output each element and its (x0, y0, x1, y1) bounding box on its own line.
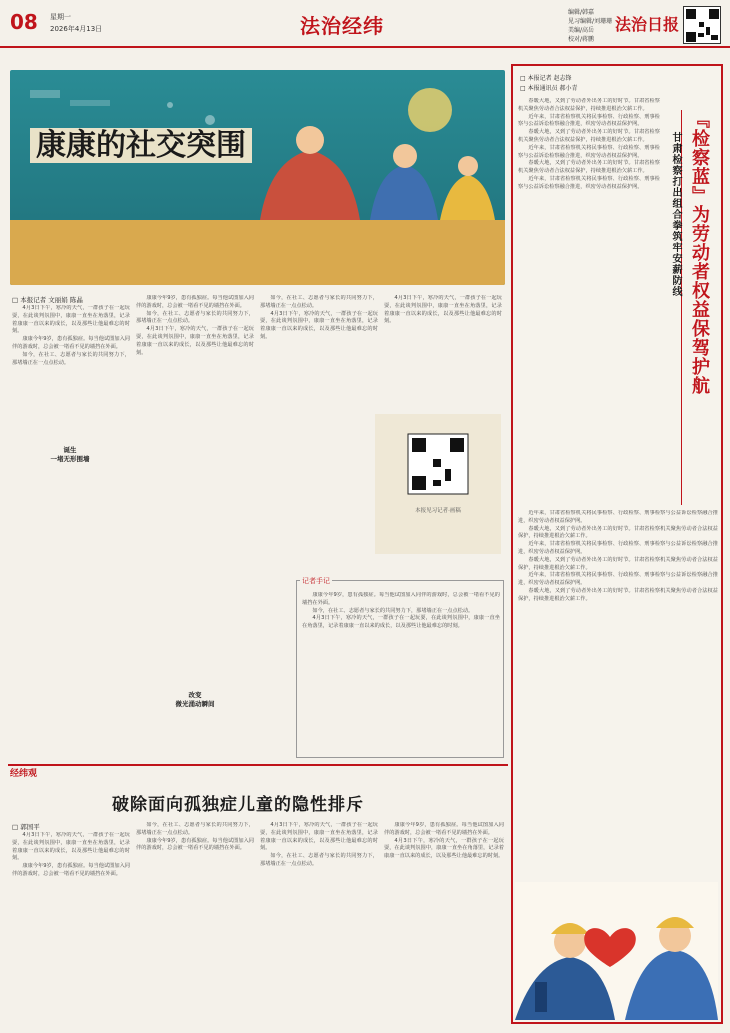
bottom-column-2 (136, 822, 254, 1027)
editor-credit: 校对/蒋鹏 (568, 36, 595, 43)
feature-paragraph: 康康今年9岁，患有孤独症。每当他试图加入同伴的游戏时，总会被一堵看不见的墙挡在外面。 (12, 336, 130, 350)
qr-code-illustration (375, 414, 501, 554)
feature-paragraph: 4月3日下午，寒冷的天气，一群孩子在一起玩耍，在此谈判氛围中，康康一直坐在角落里，记录着康康一直以来的成长，以及那些让他最难忘的时刻。 (12, 305, 130, 335)
right-paragraph: 近年来，甘肃省检察机关将民事检察、行政检察、刑事检察与公益诉讼检察融合推进，织密劳动者权益保护网。 (518, 510, 718, 524)
bottom-column-4 (384, 822, 504, 1027)
right-paragraph: 春暖大地，又到了劳动者外出务工的好时节。甘肃省检察机关聚焦劳动者合法权益保护，持续推进根治欠薪工作。 (518, 160, 660, 175)
right-paragraph: 近年来，甘肃省检察机关将民事检察、行政检察、刑事检察与公益诉讼检察融合推进，织密劳动者权益保护网。 (518, 144, 660, 159)
bottom-headline: 破除面向孤独症儿童的隐性排斥 (112, 795, 364, 815)
bottom-paragraph: 如今，在社工、志愿者与家长的共同努力下，那堵墙正在一点点松动。 (260, 853, 378, 867)
reporter-note-label: 记者手记 (302, 577, 330, 585)
weekday: 星期一 (50, 13, 71, 21)
feature-column-1 (12, 305, 130, 755)
note-paragraph: 如今，在社工、志愿者与家长的共同努力下，那堵墙正在一点点松动。 (312, 607, 474, 614)
right-paragraph: 近年来，甘肃省检察机关将民事检察、行政检察、刑事检察与公益诉讼检察融合推进，织密劳动者权益保护网。 (518, 175, 660, 190)
bottom-paragraph: 康康今年9岁，患有孤独症。每当他试图加入同伴的游戏时，总会被一堵看不见的墙挡在外面。 (136, 837, 254, 852)
section-divider (8, 764, 508, 778)
editor-credit: 美编/高岳 (568, 27, 595, 34)
note-paragraph: 4月3日下午，寒冷的天气，一群孩子在一起玩耍，在此谈判氛围中，康康一直坐在角落里，记录着康康一直以来的成长，以及那些让他最难忘的时刻。 (302, 615, 500, 630)
feature-paragraph: 康康今年9岁，患有孤独症。每当他试图加入同伴的游戏时，总会被一堵看不见的墙挡在外面。 (136, 295, 254, 309)
feature-headline (30, 120, 252, 164)
workers-heart-illustration (515, 882, 718, 1020)
right-headline: 『检察蓝』为劳动者权益保驾护航 (689, 110, 710, 395)
right-paragraph: 近年来，甘肃省检察机关将民事检察、行政检察、刑事检察与公益诉讼检察融合推进，织密劳动者权益保护网。 (518, 541, 718, 555)
bottom-paragraph: 如今，在社工、志愿者与家长的共同努力下，那堵墙正在一点点松动。 (136, 822, 254, 836)
feature-column-3 (260, 295, 378, 575)
right-paragraph: 春暖大地，又到了劳动者外出务工的好时节。甘肃省检察机关聚焦劳动者合法权益保护，持续推进根治欠薪工作。 (518, 556, 718, 571)
right-paragraph: 近年来，甘肃省检察机关将民事检察、行政检察、刑事检察与公益诉讼检察融合推进，织密劳动者权益保护网。 (518, 113, 660, 128)
feature-paragraph: 4月3日下午，寒冷的天气，一群孩子在一起玩耍，在此谈判氛围中，康康一直坐在角落里，记录着康康一直以来的成长，以及那些让他最难忘的时刻。 (260, 310, 378, 340)
right-paragraph: 春暖大地，又到了劳动者外出务工的好时节。甘肃省检察机关聚焦劳动者合法权益保护，持续推进根治欠薪工作。 (518, 587, 718, 602)
right-subheadline: 甘肃检察打出组合拳筑牢安薪防线 (670, 132, 681, 297)
feature-column-4 (384, 295, 502, 410)
right-author: □ 本报记者 赵志锋 (520, 75, 572, 82)
editor-credits (568, 8, 612, 44)
right-paragraph: 近年来，甘肃省检察机关将民事检察、行政检察、刑事检察与公益诉讼检察融合推进，织密劳动者权益保护网。 (518, 572, 718, 587)
section-tag: 经纬观 (10, 769, 38, 779)
bottom-paragraph: 4月3日下午，寒冷的天气，一群孩子在一起玩耍，在此谈判氛围中，康康一直坐在角落里，记录着康康一直以来的成长，以及那些让他最难忘的时刻。 (260, 822, 378, 852)
right-author: □ 本报通讯员 郝小青 (520, 85, 578, 92)
workers-illustration (515, 882, 718, 1020)
feature-paragraph: 4月3日下午，寒冷的天气，一群孩子在一起玩耍，在此谈判氛围中，康康一直坐在角落里，记录着康康一直以来的成长，以及那些让他最难忘的时刻。 (136, 326, 254, 356)
issue-date: 2026年4月13日 (50, 25, 103, 33)
bottom-byline: □ 郭国平 (12, 823, 40, 831)
bottom-column-3 (260, 822, 378, 1027)
bottom-paragraph: 康康今年9岁，患有孤独症。每当他试图加入同伴的游戏时，总会被一堵看不见的墙挡在外面。 (384, 822, 504, 836)
qr-promo-illustration (375, 414, 501, 554)
kids-playing-illustration (10, 70, 505, 285)
qr-caption: 本报见习记者·画稿 (415, 508, 461, 514)
bottom-column-1 (12, 832, 130, 1027)
qr-code-icon (683, 6, 721, 44)
reporter-note-text (302, 592, 500, 752)
editor-credit: 编辑/韩嘉 (568, 9, 595, 16)
feature-paragraph: 4月3日下午，寒冷的天气，一群孩子在一起玩耍，在此谈判氛围中，康康一直坐在角落里，记录着康康一直以来的成长，以及那些让他最难忘的时刻。 (384, 295, 502, 325)
note-paragraph: 康康今年9岁，患有孤独症。每当他试图加入同伴的游戏时，总会被一堵看不见的墙挡在外面。 (302, 592, 500, 606)
feature-byline: □ 本报记者 文丽娟 陈晶 (12, 296, 83, 304)
feature-column-2 (136, 295, 254, 755)
right-paragraph: 春暖大地，又到了劳动者外出务工的好时节。甘肃省检察机关聚焦劳动者合法权益保护，持续推进根治欠薪工作。 (518, 129, 660, 143)
feature-illustration (10, 70, 505, 285)
bottom-paragraph: 康康今年9岁，患有孤独症。每当他试图加入同伴的游戏时，总会被一堵看不见的墙挡在外面。 (12, 863, 130, 877)
right-paragraph: 春暖大地，又到了劳动者外出务工的好时节。甘肃省检察机关聚焦劳动者合法权益保护，持续推进根治欠薪工作。 (518, 525, 718, 540)
masthead-logo: 法治日报 (615, 15, 680, 34)
feature-paragraph: 如今，在社工、志愿者与家长的共同努力下，那堵墙正在一点点松动。 (136, 310, 254, 325)
editor-credit: 见习编辑/刘珊珊 (568, 18, 613, 25)
subhead-wall: 诞生 一堵无形围墙 (50, 446, 90, 463)
right-column-top (518, 98, 660, 506)
right-byline (520, 74, 577, 94)
bottom-paragraph: 4月3日下午，寒冷的天气，一群孩子在一起玩耍，在此谈判氛围中，康康一直坐在角落里，记录着康康一直以来的成长，以及那些让他最难忘的时刻。 (384, 837, 504, 860)
bottom-paragraph: 4月3日下午，寒冷的天气，一群孩子在一起玩耍，在此谈判氛围中，康康一直坐在角落里，记录着康康一直以来的成长，以及那些让他最难忘的时刻。 (12, 832, 130, 862)
subhead-change: 改变 微光涌动瞬间 (175, 691, 215, 708)
right-paragraph: 春暖大地，又到了劳动者外出务工的好时节。甘肃省检察机关聚焦劳动者合法权益保护，持续推进根治欠薪工作。 (518, 98, 660, 112)
feature-headline-text: 康康的社交突围 (30, 128, 252, 163)
page-header (0, 0, 730, 48)
right-column-bottom (518, 510, 718, 878)
page-number: 08 (10, 10, 38, 34)
feature-paragraph: 如今，在社工、志愿者与家长的共同努力下，那堵墙正在一点点松动。 (260, 295, 378, 309)
section-title: 法治经纬 (300, 14, 384, 38)
feature-paragraph: 如今，在社工、志愿者与家长的共同努力下，那堵墙正在一点点松动。 (12, 351, 130, 366)
